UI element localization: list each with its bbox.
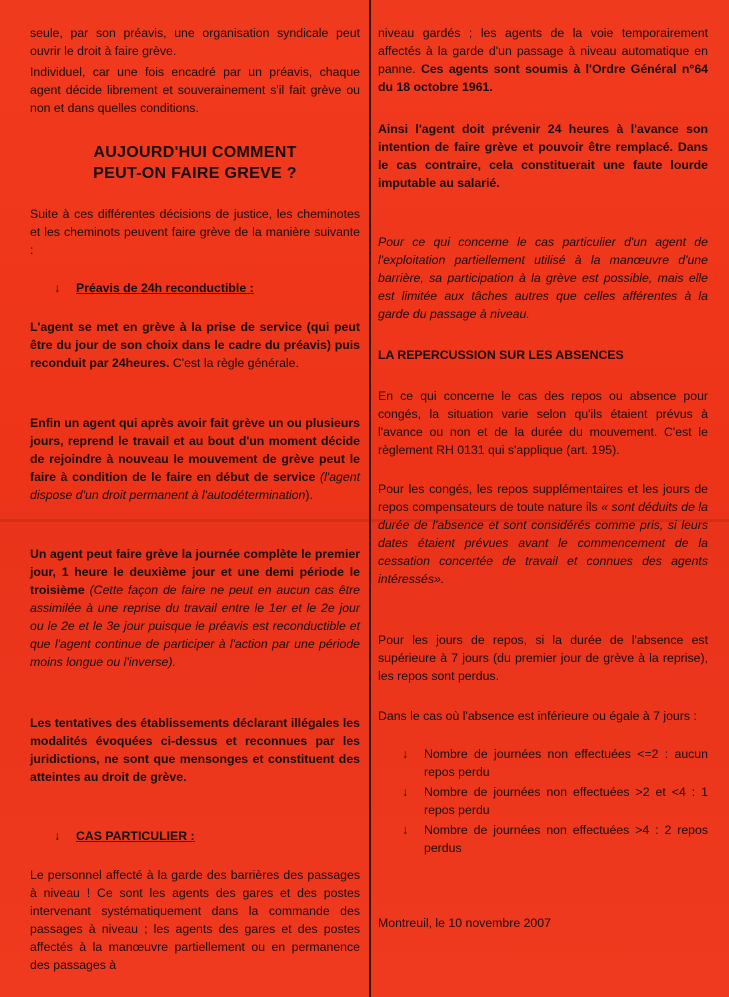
left-paragraph-1: seule, par son préavis, une organisation syndicale peut ouvrir le droit à faire grève. — [30, 26, 360, 58]
absences-heading: LA REPERCUSSION SUR LES ABSENCES — [378, 348, 624, 362]
bullet-text-1: Nombre de journées non effectuées <=2 : aucun repos perdu — [424, 747, 708, 779]
left-paragraph-6-bold: Un agent peut faire grève la journée complète le premier jour, 1 heure le deuxième jour et une demi période le troisième — [30, 547, 360, 597]
right-paragraph-2: Ainsi l'agent doit prévenir 24 heures à l'avance son intention de faire grève et pouvoir être remplacé. Dans le cas contraire, cela constituerait une faute lourde imputable au salarié. — [378, 122, 708, 190]
left-paragraph-4 — [30, 318, 360, 372]
subheading-cas-particulier — [54, 827, 195, 845]
bullet-text-3: Nombre de journées non effectuées >4 : 2 repos perdus — [424, 823, 708, 855]
left-paragraph-5-italic: (l'agent dispose d'un droit permanent à l'autodétermination — [30, 470, 360, 502]
column-divider — [369, 0, 371, 997]
down-arrow-bullet-icon: ↓ — [54, 281, 61, 295]
left-paragraph-5 — [30, 414, 360, 504]
main-heading — [30, 142, 360, 184]
subheading-preavis — [54, 279, 254, 297]
left-paragraph-7: Les tentatives des établissements déclarant illégales les modalités évoquées ci-dessus et reconnues par les juridictions, ne sont que mensonges et constituent des atteintes au droit de grève. — [30, 716, 360, 784]
right-paragraph-4: En ce qui concerne le cas des repos ou absence pour congés, la situation varie selon qu'ils étaient prévus à l'avance ou non et de la durée du mouvement. C'est le règlement RH 0131 qui s'applique (art. 195). — [378, 389, 708, 457]
signature-date: Montreuil, le 10 novembre 2007 — [378, 916, 551, 930]
right-paragraph-7: Dans le cas où l'absence est inférieure ou égale à 7 jours : — [378, 709, 697, 723]
subheading-cas-particulier-label: CAS PARTICULIER : — [76, 829, 195, 843]
main-heading-line-2: PEUT-ON FAIRE GREVE ? — [93, 165, 297, 182]
left-paragraph-8: Le personnel affecté à la garde des barrières des passages à niveau ! Ce sont les agents des gares et des postes intervenant systématiquement dans la commande des passages à niveau ; les agents des gares et des postes affectés à la manœuvre partiellement ou en permanence des passages à — [30, 868, 360, 972]
right-paragraph-1-bold: Ces agents sont soumis à l'Ordre Général n°64 du 18 octobre 1961. — [378, 62, 708, 94]
right-paragraph-5-text: Pour les congés, les repos supplémentaires et les jours de repos compensateurs de toute nature ils — [378, 482, 708, 514]
list-item — [402, 745, 708, 781]
left-paragraph-6 — [30, 545, 360, 671]
bullet-text-2: Nombre de journées non effectuées >2 et <4 : 1 repos perdu — [424, 785, 708, 817]
subheading-preavis-label: Préavis de 24h reconductible : — [76, 281, 254, 295]
down-arrow-bullet-icon: ↓ — [402, 785, 409, 799]
down-arrow-bullet-icon: ↓ — [54, 829, 61, 843]
right-paragraph-6: Pour les jours de repos, si la durée de l'absence est supérieure à 7 jours (du premier jour de grève à la reprise), les repos sont perdus. — [378, 633, 708, 683]
left-paragraph-5-end: ). — [305, 488, 313, 502]
main-heading-line-1: AUJOURD'HUI COMMENT — [93, 144, 297, 161]
right-paragraph-1-text: niveau gardés ; les agents de la voie temporairement affectés à la garde d'un passage à niveau automatique en panne. — [378, 26, 708, 76]
left-paragraph-4-rest: C'est la règle générale. — [169, 356, 299, 370]
right-paragraph-5-italic: « sont déduits de la durée de l'absence et sont considérés comme pris, si leurs dates étaient prévues avant le commencement de la cessation concertée de travail et connues des agents intéressés». — [378, 500, 708, 586]
right-paragraph-3: Pour ce qui concerne le cas particulier d'un agent de l'exploitation partiellement utilisé à la manœuvre d'une barrière, sa participation à la grève est possible, mais elle est limitée aux tâches autres que celles afférentes à la garde du passage à niveau. — [378, 235, 708, 321]
right-paragraph-1 — [378, 24, 708, 96]
left-paragraph-5-bold: Enfin un agent qui après avoir fait grève un ou plusieurs jours, reprend le travail et au bout d'un moment décide de rejoindre à nouveau le mouvement de grève peut le faire à condition de le faire en début de service — [30, 416, 360, 484]
right-paragraph-5 — [378, 480, 708, 588]
down-arrow-bullet-icon: ↓ — [402, 747, 409, 761]
left-paragraph-3: Suite à ces différentes décisions de justice, les cheminotes et les cheminots peuvent faire grève de la manière suivante : — [30, 207, 360, 257]
left-paragraph-6-italic: (Cette façon de faire ne peut en aucun cas être assimilée à une reprise du travail entre le 1er et le 2e jour ou le 2e et le 3e jour puisque le préavis est reconductible et que l'agent continue de participer à l'action par une période moins longue ou l'inverse). — [30, 583, 360, 669]
left-paragraph-4-bold: L'agent se met en grève à la prise de service (qui peut être du jour de son choix dans le cadre du préavis) puis reconduit par 24heures. — [30, 320, 360, 370]
list-item — [402, 783, 708, 819]
down-arrow-bullet-icon: ↓ — [402, 823, 409, 837]
left-paragraph-2: Individuel, car une fois encadré par un préavis, chaque agent décide librement et souverainement s'il fait grève ou non et dans quelles conditions. — [30, 65, 360, 115]
list-item — [402, 821, 708, 857]
